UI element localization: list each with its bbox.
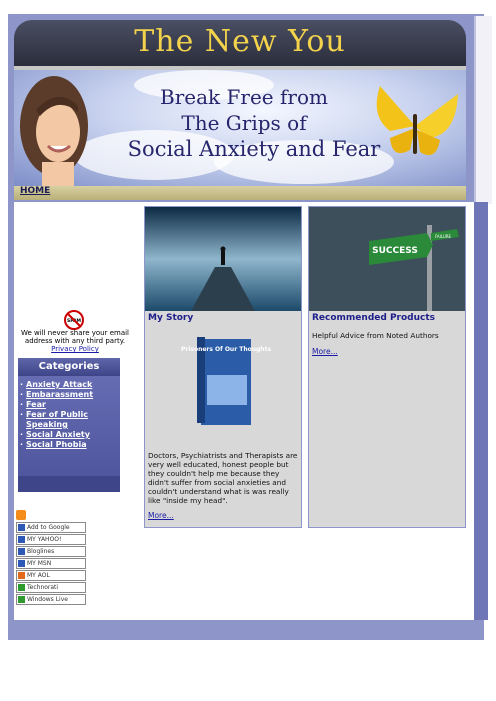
my-story-text: Doctors, Psychiatrists and Therapists are very well educated, honest people but they couldn't help me because they didn't suffer from social anxieties and couldn't understand what is was really like "inside my head". [148,451,298,505]
categories-list [18,376,120,450]
site-title: The New You [134,24,346,59]
category-item[interactable]: · Embarassment [20,390,120,400]
banner-line-3: Social Anxiety and Fear [127,137,381,161]
recommended-products-title: Recommended Products [312,313,436,323]
plus-icon [18,524,25,531]
category-item[interactable]: · Social Anxiety [20,430,120,440]
plus-icon [18,536,25,543]
my-story-panel [144,206,302,528]
book-title: Prisoners Of Our Thoughts [180,346,272,353]
privacy-note [16,329,134,353]
windows-live-button[interactable]: Windows Live [16,594,86,605]
sign-failure-label: FAILURE [434,234,452,239]
feed-buttons [16,510,86,606]
nav-home-link[interactable]: HOME [20,186,51,196]
recommended-products-more-link[interactable]: More... [312,347,338,356]
pier-photo-icon [145,207,301,311]
plus-icon [18,596,25,603]
recommended-products-text: Helpful Advice from Noted Authors [312,331,439,340]
no-spam-label: SPAM [66,319,82,324]
plus-icon [18,548,25,555]
category-item[interactable]: · Fear of Public Speaking [20,410,120,430]
sign-success-label: SUCCESS [372,246,418,256]
recommended-products-panel [308,206,466,528]
my-story-title: My Story [148,313,194,323]
butterfly-icon [370,76,460,166]
plus-icon [18,572,25,579]
plus-icon [18,560,25,567]
categories-box [18,358,120,492]
right-side-panel [474,16,492,204]
plus-icon [18,584,25,591]
left-sidebar [14,202,138,620]
category-item[interactable]: · Fear [20,400,120,410]
categories-title: Categories [18,358,120,376]
add-to-google-button[interactable]: Add to Google [16,522,86,533]
book-cover-icon[interactable] [180,335,272,427]
category-item[interactable]: · Anxiety Attack [20,380,120,390]
banner-line-1: Break Free from [160,85,328,109]
rss-icon[interactable] [16,510,26,520]
my-msn-button[interactable]: MY MSN [16,558,86,569]
nav-bar [14,186,466,200]
banner-line-2: The Grips of [181,111,307,135]
success-sign-icon [309,207,465,311]
category-item[interactable]: · Social Phobia [20,440,120,450]
no-spam-icon [64,310,84,330]
woman-photo-icon [18,76,90,188]
content-area [14,202,480,620]
my-story-more-link[interactable]: More... [148,511,174,520]
banner-headline [94,84,394,162]
bloglines-button[interactable]: Bloglines [16,546,86,557]
right-edge-bar [474,202,488,620]
privacy-text: We will never share your email address with any third party. [20,329,130,345]
technorati-button[interactable]: Technorati [16,582,86,593]
hero-banner [14,70,466,186]
site-header [14,20,466,66]
categories-footer [18,476,120,492]
my-aol-button[interactable]: MY AOL [16,570,86,581]
privacy-policy-link[interactable]: Privacy Policy [51,345,99,353]
my-yahoo-button[interactable]: MY YAHOO! [16,534,86,545]
